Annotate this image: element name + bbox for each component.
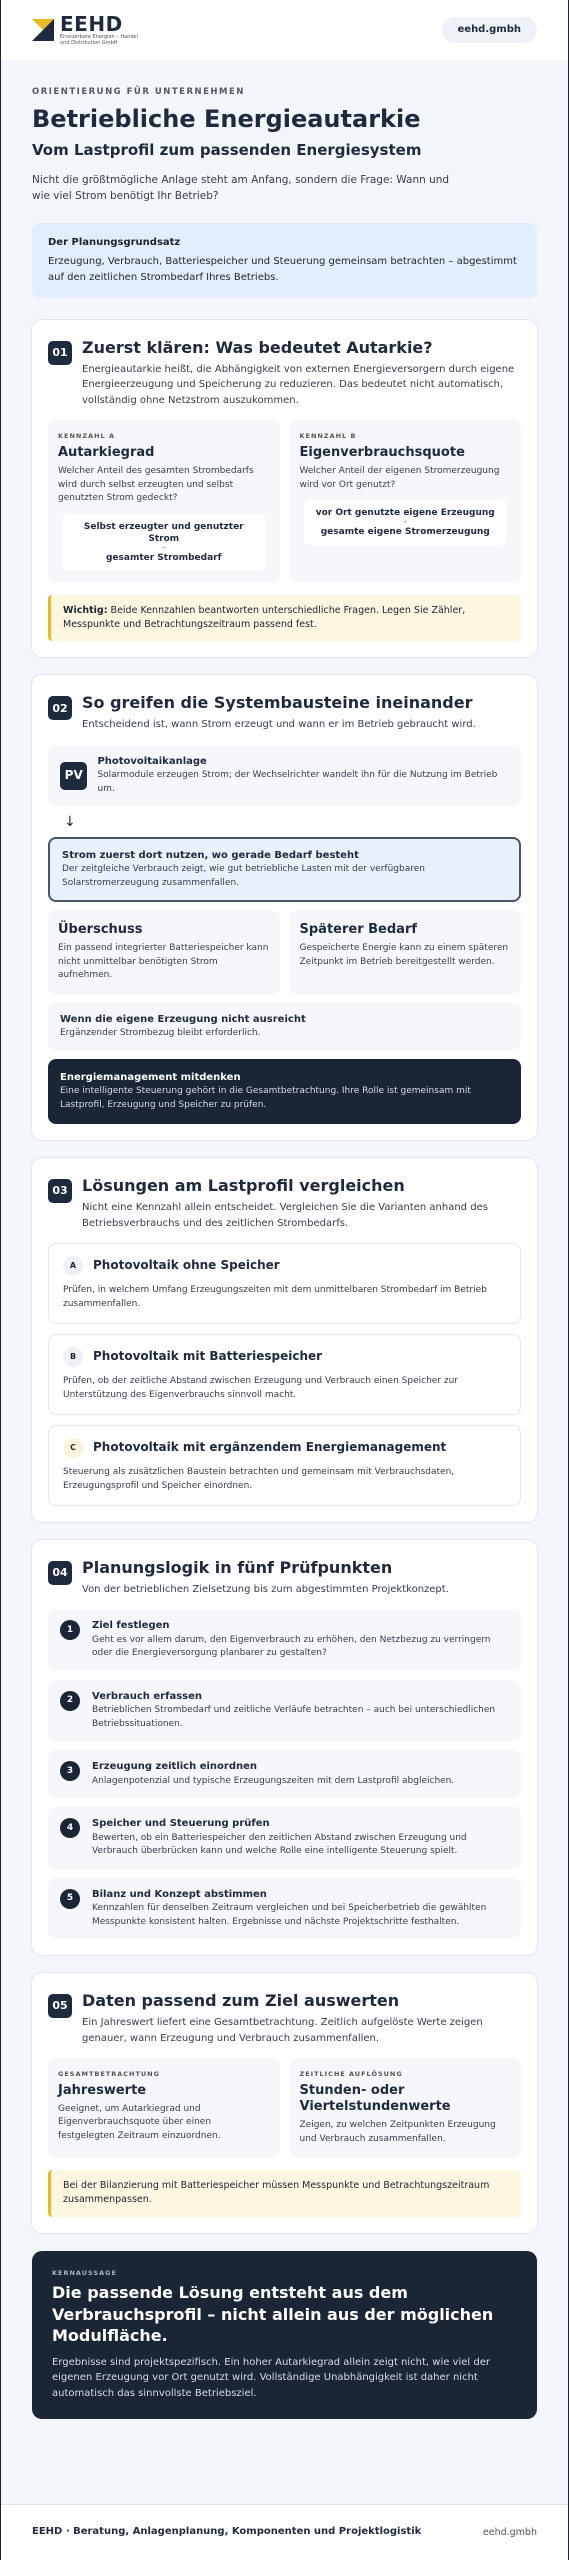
hero-eyebrow: ORIENTIERUNG FÜR UNTERNEHMEN (32, 87, 245, 97)
direct-use-title: Strom zuerst dort nutzen, wo gerade Bedarf besteht (62, 849, 359, 861)
section-title: Zuerst klären: Was bedeutet Autarkie? (82, 338, 433, 358)
summary-title: Die passende Lösung entsteht aus dem Verbrauchsprofil – nicht allein aus der möglichen Modulfläche. (52, 2283, 494, 2346)
em-title: Energiemanagement mitdenken (60, 1071, 241, 1083)
key-message (32, 2251, 537, 2420)
step-number: 4 (60, 1818, 80, 1838)
option-letter: C (63, 1438, 83, 1458)
option-title: Photovoltaik mit Batteriespeicher (93, 1349, 323, 1364)
card-kicker: KENNZAHL B (299, 432, 357, 441)
summary-text: Ergebnisse sind projektspezifisch. Ein hoher Autarkiegrad allein zeigt nicht, wie viel der eigenen Erzeugung vor Ort genutzt wird. Vollständige Unabhängigkeit ist daher nicht automatisch das sinnvollste Betriebsziel. (52, 2356, 490, 2399)
section-title: So greifen die Systembausteine ineinander (82, 693, 473, 713)
card-kicker: GESAMTBETRACHTUNG (58, 2070, 160, 2079)
card-title: Späterer Bedarf (299, 922, 418, 938)
option-title: Photovoltaik ohne Speicher (93, 1258, 280, 1273)
option-letter: B (63, 1347, 83, 1367)
section-datenauswertung (32, 1973, 537, 2232)
section-systembausteine (32, 675, 537, 1140)
section-title: Lösungen am Lastprofil vergleichen (82, 1176, 405, 1196)
section-number: 04 (48, 1561, 72, 1585)
section-title: Daten passend zum Ziel auswerten (82, 1991, 400, 2011)
direct-use-text: Der zeitgleiche Verbrauch zeigt, wie gut betriebliche Lasten mit der verfügbaren Solarstromerzeugung zusammenfallen. (62, 864, 425, 888)
step-number: 1 (60, 1620, 80, 1640)
option-letter: A (63, 1256, 83, 1276)
card-title: Autarkiegrad (58, 444, 155, 460)
step-text: Anlagenpotenzial und typische Erzeugungszeiten mit dem Lastprofil abgleichen. (92, 1775, 455, 1786)
energy-management-block (48, 1059, 521, 1125)
section-number: 02 (48, 696, 72, 720)
step-title: Ziel festlegen (92, 1620, 170, 1632)
kpi-card-autarkiegrad (48, 420, 280, 583)
card-title: Eigenverbrauchsquote (299, 444, 465, 460)
footer (1, 2504, 568, 2560)
option-card-a (48, 1243, 521, 1324)
card-text: Zeigen, zu welchen Zeitpunkten Erzeugung und Verbrauch zusammenfallen. (299, 2120, 496, 2144)
section-number: 03 (48, 1179, 72, 1203)
pv-text: Solarmodule erzeugen Strom; der Wechselrichter wandelt ihn für die Nutzung im Betrieb um. (97, 770, 498, 794)
step-title: Bilanz und Konzept abstimmen (92, 1888, 267, 1900)
formula-numerator: vor Ort genutzte eigene Erzeugung (315, 508, 495, 519)
card-title: Stunden- oder Viertelstundenwerte (299, 2082, 451, 2114)
option-card-b (48, 1334, 521, 1415)
domain-link[interactable]: eehd.gmbh (442, 17, 538, 44)
step-number: 2 (60, 1691, 80, 1711)
step-title: Verbrauch erfassen (92, 1690, 203, 1702)
section-lead: Energieautarkie heißt, die Abhängigkeit von externen Energieversorgern durch eigene Energieerzeugung und Speicherung zu reduzieren. Das bedeutet nicht automatisch, vollständig ohne Netzstrom auszukommen. (82, 363, 515, 406)
logo[interactable] (32, 14, 140, 46)
hero (1, 60, 568, 223)
formula-denominator: gesamte eigene Stromerzeugung (320, 527, 490, 538)
pv-block (48, 745, 521, 807)
hero-intro: Nicht die größtmögliche Anlage steht am Anfang, sondern die Frage: Wann und wie viel Strom benötigt Ihr Betrieb? (32, 174, 450, 203)
logo-name: EEHD (60, 12, 123, 36)
logo-mark-icon (32, 19, 54, 41)
pv-title: Photovoltaikanlage (97, 755, 207, 767)
step-item (48, 1609, 521, 1671)
formula-numerator: Selbst erzeugter und genutzter Strom (83, 521, 244, 544)
section-number: 05 (48, 1994, 72, 2018)
grid-title: Wenn die eigene Erzeugung nicht ausreicht (60, 1013, 306, 1025)
card-text: Welcher Anteil der eigenen Stromerzeugung wird vor Ort genutzt? (299, 466, 500, 490)
grid-supply-block (48, 1003, 521, 1051)
step-item (48, 1750, 521, 1798)
section-autarkie (32, 320, 537, 657)
step-text: Betrieblichen Strombedarf und zeitliche Verläufe betrachten – auch bei unterschiedlichen Betriebssituationen. (92, 1705, 496, 1729)
page-subtitle: Vom Lastprofil zum passenden Energiesystem (32, 141, 422, 160)
card-text: Welcher Anteil des gesamten Strombedarfs wird durch selbst erzeugten und selbst genutzten Strom gedeckt? (58, 466, 254, 504)
grid-text: Ergänzender Strombezug bleibt erforderlich. (60, 1028, 261, 1039)
note-label: Wichtig: (63, 604, 108, 616)
fraction-bar-icon: ÷ (402, 518, 409, 527)
header (1, 0, 568, 60)
section-planungslogik (32, 1540, 537, 1955)
step-text: Geht es vor allem darum, den Eigenverbrauch zu erhöhen, den Netzbezug zu verringern oder die Energieversorgung planbarer zu gestalten? (92, 1634, 491, 1659)
step-title: Speicher und Steuerung prüfen (92, 1818, 270, 1830)
card-kicker: KENNZAHL A (58, 432, 115, 441)
note-text: Beide Kennzahlen beantworten unterschiedliche Fragen. Legen Sie Zähler, Messpunkte und Betrachtungszeitraum passend fest. (63, 604, 466, 631)
step-item (48, 1680, 521, 1742)
page-title: Betriebliche Energieautarkie (32, 105, 421, 134)
principle-text: Erzeugung, Verbrauch, Batteriespeicher und Steuerung gemeinsam betrachten – abgestimmt auf den zeitlichen Strombedarf Ihres Betriebs. (48, 256, 517, 283)
card-text: Ein passend integrierter Batteriespeicher kann nicht unmittelbar benötigten Strom aufnehmen. (58, 943, 269, 981)
annual-values-card (48, 2058, 280, 2158)
formula-denominator: gesamter Strombedarf (105, 552, 222, 563)
section-lead: Nicht eine Kennzahl allein entscheidet. Vergleichen Sie die Varianten anhand des Betriebsverbrauchs und des zeitlichen Strombedarfs. (82, 1202, 488, 1229)
option-text: Steuerung als zusätzlichen Baustein betrachten und gemeinsam mit Verbrauchsdaten, Erzeugungsprofil und Speicher einordnen. (63, 1467, 455, 1491)
surplus-card (48, 910, 280, 995)
direct-use-block (48, 837, 521, 903)
step-item (48, 1878, 521, 1940)
step-number: 3 (60, 1761, 80, 1781)
planning-principle (32, 223, 537, 299)
formula (62, 514, 266, 571)
section-title: Planungslogik in fünf Prüfpunkten (82, 1558, 393, 1578)
fraction-bar-icon: ÷ (160, 543, 167, 552)
step-text: Kennzahlen für denselben Zeitraum vergleichen und bei Speicherbetrieb die gewählten Messpunkte konsistent halten. Ergebnisse und nächste Projektschritte festhalten. (92, 1903, 487, 1927)
arrow-down-icon: ↓ (64, 814, 76, 831)
em-text: Eine intelligente Steuerung gehört in die Gesamtbetrachtung. Ihre Rolle ist gemeinsam mit Lastprofil, Erzeugung und Speicher zu prüfen. (60, 1086, 471, 1110)
logo-tagline: Erneuerbare Energien – Handel und Distribution GmbH (60, 34, 139, 46)
section-lead: Entscheidend ist, wann Strom erzeugt und wann er im Betrieb gebraucht wird. (82, 719, 476, 731)
card-title: Überschuss (58, 922, 143, 938)
option-text: Prüfen, ob der zeitliche Abstand zwischen Erzeugung und Verbrauch einen Speicher zur Unterstützung des Eigenverbrauchs sinnvoll macht. (63, 1376, 459, 1400)
card-kicker: ZEITLICHE AUFLÖSUNG (299, 2070, 403, 2079)
principle-title: Der Planungsgrundsatz (48, 236, 181, 248)
pv-icon: PV (60, 762, 87, 790)
step-text: Bewerten, ob ein Batteriespeicher den zeitlichen Abstand zwischen Erzeugung und Verbrauch überbrücken kann und welche Rolle eine intelligente Steuerung spielt. (92, 1832, 467, 1857)
section-lead: Von der betrieblichen Zielsetzung bis zum abgestimmten Projektkonzept. (82, 1583, 449, 1595)
option-card-c (48, 1425, 521, 1506)
card-text: Gespeicherte Energie kann zu einem späteren Zeitpunkt im Betrieb bereitgestellt werden. (299, 943, 509, 967)
footer-text: EEHD · Beratung, Anlagenplanung, Komponenten und Projektlogistik (32, 2526, 422, 2538)
interval-values-card (290, 2058, 522, 2158)
later-demand-card (290, 910, 522, 995)
section-number: 01 (48, 341, 72, 365)
footer-domain-link[interactable]: eehd.gmbh (482, 2526, 537, 2538)
option-title: Photovoltaik mit ergänzendem Energiemanagement (93, 1440, 447, 1455)
formula (304, 500, 508, 545)
step-number: 5 (60, 1889, 80, 1909)
summary-kicker: KERNAUSSAGE (52, 2268, 117, 2277)
card-text: Geeignet, um Autarkiegrad und Eigenverbrauchsquote über einen festgelegten Zeitraum einzuordnen. (58, 2103, 221, 2141)
important-note (48, 595, 521, 642)
option-text: Prüfen, in welchem Umfang Erzeugungszeiten mit dem unmittelbaren Strombedarf im Betrieb zusammenfallen. (63, 1285, 487, 1309)
balancing-note: Bei der Bilanzierung mit Batteriespeicher müssen Messpunkte und Betrachtungszeitraum zusammenpassen. (48, 2170, 521, 2217)
step-item (48, 1807, 521, 1869)
kpi-card-eigenverbrauchsquote (290, 420, 522, 583)
step-title: Erzeugung zeitlich einordnen (92, 1761, 258, 1773)
section-loesungen (32, 1158, 537, 1522)
card-title: Jahreswerte (58, 2082, 147, 2098)
section-lead: Ein Jahreswert liefert eine Gesamtbetrachtung. Zeitlich aufgelöste Werte zeigen genauer, wann Erzeugung und Verbrauch zusammenfallen. (82, 2017, 483, 2044)
